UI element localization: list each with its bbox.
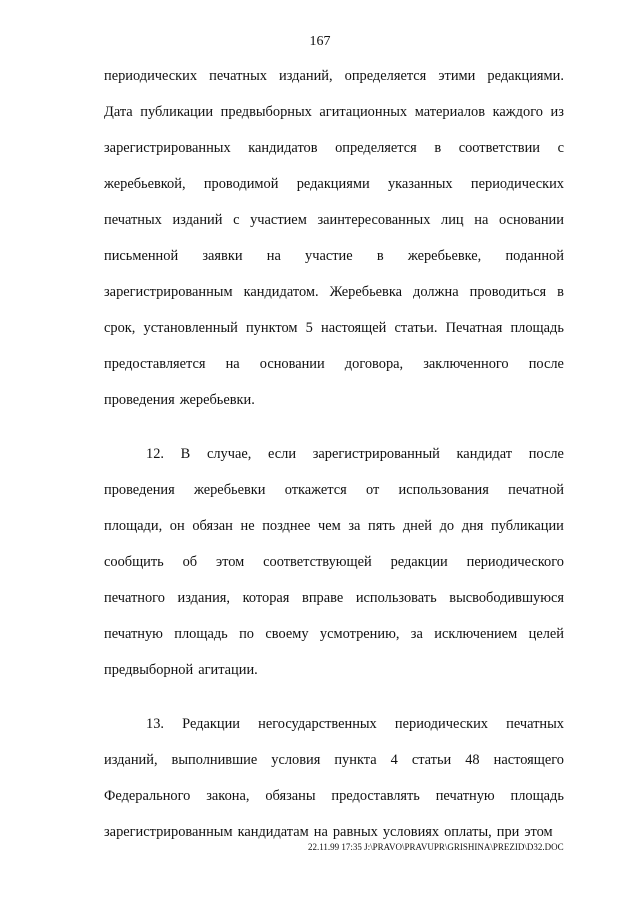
word: проводиться xyxy=(469,284,547,300)
word: выполнившие xyxy=(171,752,258,768)
word: если xyxy=(268,446,297,462)
word: публикации xyxy=(140,104,214,120)
word: на xyxy=(225,356,240,372)
word: участие xyxy=(305,248,353,264)
word: 12. xyxy=(146,446,164,462)
paragraph-gap xyxy=(104,688,564,706)
word: по xyxy=(239,626,255,642)
word: чем xyxy=(317,518,341,534)
word: кандидат xyxy=(456,446,513,462)
word: зарегистрированным xyxy=(104,284,233,300)
word: статьи. xyxy=(394,320,438,336)
text-line xyxy=(104,382,564,418)
word: из xyxy=(550,104,564,120)
word: дня xyxy=(461,518,484,534)
text-line xyxy=(104,94,564,130)
text-line xyxy=(104,616,564,652)
word: он xyxy=(169,518,185,534)
word: пункта xyxy=(334,752,377,768)
word: определяется xyxy=(344,68,427,84)
word: вправе xyxy=(302,590,344,606)
word: 4 xyxy=(390,752,398,768)
word: за xyxy=(410,626,423,642)
page-number: 167 xyxy=(309,34,331,49)
word: целей xyxy=(528,626,564,642)
word: заявки xyxy=(202,248,243,264)
word: каждого xyxy=(492,104,543,120)
text-line xyxy=(104,742,564,778)
word: Дата xyxy=(104,104,133,120)
word: печатную xyxy=(104,626,163,642)
word: предоставлять xyxy=(331,788,420,804)
word: условия xyxy=(271,752,321,768)
word: жеребьевки. xyxy=(179,392,255,408)
word: жеребьевкой, xyxy=(104,176,186,192)
word: Жеребьевка xyxy=(329,284,402,300)
text-line xyxy=(104,544,564,580)
word: 5 xyxy=(305,320,313,336)
word: зарегистрированный xyxy=(312,446,440,462)
word: использовать xyxy=(355,590,437,606)
word: лиц xyxy=(441,212,464,228)
paragraph-gap xyxy=(104,418,564,436)
word: В xyxy=(180,446,191,462)
word: случае, xyxy=(206,446,252,462)
word: периодических xyxy=(394,716,488,732)
word: поданной xyxy=(505,248,564,264)
word: условиях xyxy=(382,824,440,840)
text-line xyxy=(104,274,564,310)
word: кандидатом. xyxy=(243,284,319,300)
word: негосударственных xyxy=(258,716,377,732)
word: за xyxy=(348,518,361,534)
word: откажется xyxy=(284,482,347,498)
word: площади, xyxy=(104,518,163,534)
word: настоящей xyxy=(321,320,387,336)
word: проведения xyxy=(104,482,175,498)
word: периодических xyxy=(104,68,198,84)
word: материалов xyxy=(414,104,485,120)
text-line xyxy=(104,238,564,274)
word: площадь xyxy=(174,626,228,642)
word: печатных xyxy=(506,716,564,732)
word: срок, xyxy=(104,320,136,336)
word: редакции xyxy=(390,554,448,570)
word: заинтересованных xyxy=(317,212,431,228)
word: Печатная xyxy=(445,320,503,336)
word: на xyxy=(266,248,281,264)
word: от xyxy=(366,482,380,498)
word: настоящего xyxy=(493,752,564,768)
word: статьи xyxy=(411,752,452,768)
word: соответствующей xyxy=(263,554,372,570)
word: основании xyxy=(499,212,564,228)
word: 13. xyxy=(146,716,164,732)
word: предоставляется xyxy=(104,356,206,372)
word: оплаты, xyxy=(444,824,492,840)
word: зарегистрированным xyxy=(104,824,233,840)
word: дней xyxy=(402,518,432,534)
word: исключением xyxy=(434,626,518,642)
word: позднее xyxy=(262,518,311,534)
text-line xyxy=(104,706,564,742)
word: печатную xyxy=(435,788,495,804)
word: периодических xyxy=(470,176,564,192)
word: обязан xyxy=(192,518,233,534)
word: печатной xyxy=(508,482,564,498)
paragraph xyxy=(104,58,564,418)
word: редакциями xyxy=(296,176,370,192)
word: соответствии xyxy=(458,140,541,156)
word: площадь xyxy=(510,788,564,804)
word: предвыборной xyxy=(104,662,194,678)
word: изданий, xyxy=(104,752,158,768)
word: усмотрению, xyxy=(319,626,400,642)
word: об xyxy=(182,554,198,570)
word: высвободившуюся xyxy=(449,590,564,606)
word: с xyxy=(233,212,240,228)
word: равных xyxy=(332,824,378,840)
word: изданий, xyxy=(279,68,333,84)
word: договора, xyxy=(344,356,404,372)
document-body xyxy=(104,58,564,850)
word: Федерального xyxy=(104,788,191,804)
word: зарегистрированных xyxy=(104,140,231,156)
word: сообщить xyxy=(104,554,164,570)
word: письменной xyxy=(104,248,179,264)
word: с xyxy=(557,140,564,156)
text-line xyxy=(104,508,564,544)
word: этими xyxy=(438,68,476,84)
text-line xyxy=(104,310,564,346)
word: пунктом xyxy=(245,320,298,336)
word: редакциями. xyxy=(487,68,564,84)
paragraph xyxy=(104,706,564,850)
word: проведения xyxy=(104,392,175,408)
word: основании xyxy=(259,356,325,372)
word: этом xyxy=(215,554,245,570)
word: публикации xyxy=(491,518,564,534)
text-line xyxy=(104,166,564,202)
word: своему xyxy=(265,626,309,642)
word: до xyxy=(439,518,455,534)
word: печатных xyxy=(104,212,162,228)
word: участием xyxy=(250,212,307,228)
word: кандидатов xyxy=(248,140,318,156)
word: жеребьевки xyxy=(193,482,266,498)
word: жеребьевке, xyxy=(407,248,482,264)
word: издания, xyxy=(177,590,231,606)
word: этом xyxy=(524,824,553,840)
text-line xyxy=(104,472,564,508)
word: определяется xyxy=(335,140,417,156)
word: заключенного xyxy=(423,356,509,372)
word: Редакции xyxy=(182,716,240,732)
word: не xyxy=(240,518,255,534)
text-line xyxy=(104,346,564,382)
text-line xyxy=(104,580,564,616)
word: печатного xyxy=(104,590,165,606)
word: кандидатам xyxy=(237,824,309,840)
word: предвыборных xyxy=(220,104,312,120)
word: закона, xyxy=(206,788,250,804)
word: обязаны xyxy=(265,788,316,804)
word: после xyxy=(528,356,564,372)
word: пять xyxy=(368,518,396,534)
document-footer-path: 22.11.99 17:35 J:\PRAVO\PRAVUPR\GRISHINA\PREZID\D32.DOC xyxy=(308,842,564,852)
word: установленный xyxy=(143,320,238,336)
word: в xyxy=(434,140,442,156)
word: в xyxy=(376,248,384,264)
word: должна xyxy=(413,284,459,300)
word: проводимой xyxy=(203,176,279,192)
word: 48 xyxy=(465,752,480,768)
word: на xyxy=(313,824,328,840)
word: которая xyxy=(242,590,290,606)
text-line xyxy=(104,58,564,94)
text-line xyxy=(104,202,564,238)
word: печатных xyxy=(209,68,267,84)
text-line xyxy=(104,436,564,472)
word: на xyxy=(474,212,489,228)
text-line xyxy=(104,652,564,688)
word: площадь xyxy=(510,320,564,336)
word: указанных xyxy=(387,176,453,192)
word: при xyxy=(496,824,520,840)
text-line xyxy=(104,778,564,814)
paragraph xyxy=(104,436,564,688)
word: агитации. xyxy=(198,662,258,678)
word: использования xyxy=(398,482,489,498)
word: агитационных xyxy=(319,104,408,120)
text-line xyxy=(104,130,564,166)
word: изданий xyxy=(172,212,223,228)
word: после xyxy=(528,446,564,462)
word: в xyxy=(557,284,564,300)
word: периодического xyxy=(466,554,564,570)
